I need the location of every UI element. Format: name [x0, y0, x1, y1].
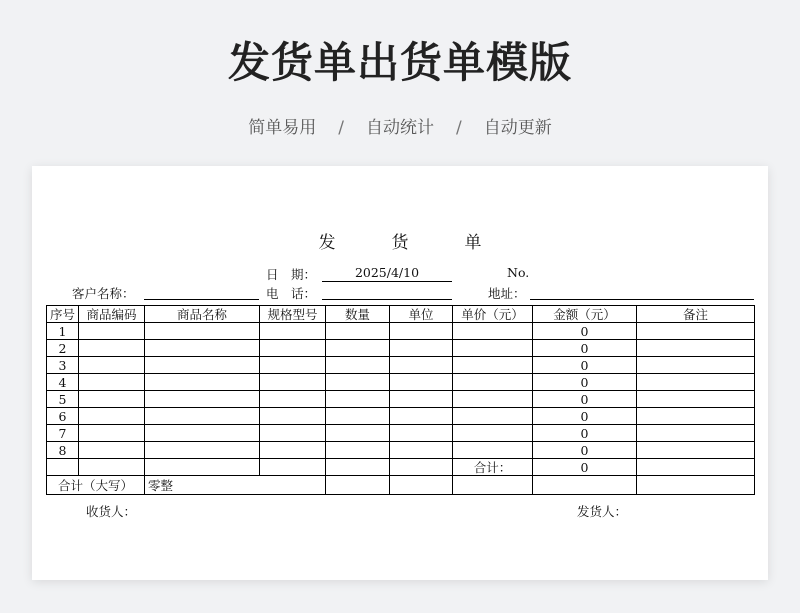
header-cell: 数量	[326, 306, 390, 323]
cell[interactable]	[390, 442, 453, 459]
cell	[390, 476, 453, 495]
cell[interactable]	[453, 357, 533, 374]
cell[interactable]	[79, 357, 145, 374]
cell[interactable]	[145, 340, 260, 357]
row-number: 4	[47, 374, 79, 391]
header-cell: 商品编码	[79, 306, 145, 323]
table-row	[47, 357, 755, 374]
subtotal-value: 0	[533, 459, 637, 476]
amount-cell: 0	[533, 442, 637, 459]
header-cell: 单位	[390, 306, 453, 323]
cell[interactable]	[260, 340, 326, 357]
address-label: 地址：	[488, 286, 526, 301]
cell	[47, 459, 79, 476]
goods-table	[46, 305, 755, 495]
table-row	[47, 425, 755, 442]
cell[interactable]	[260, 442, 326, 459]
cell	[326, 459, 390, 476]
table-row	[47, 340, 755, 357]
cell	[533, 476, 637, 495]
cell[interactable]	[390, 340, 453, 357]
cell[interactable]	[145, 323, 260, 340]
cell[interactable]	[390, 357, 453, 374]
cell[interactable]	[326, 340, 390, 357]
no-label: No.	[507, 265, 530, 280]
cell[interactable]	[637, 391, 755, 408]
amount-cell: 0	[533, 323, 637, 340]
amount-cell: 0	[533, 357, 637, 374]
cell[interactable]	[145, 408, 260, 425]
cell[interactable]	[637, 442, 755, 459]
cell[interactable]	[260, 408, 326, 425]
amount-cell: 0	[533, 391, 637, 408]
total-in-words-row	[47, 476, 755, 495]
table-row	[47, 374, 755, 391]
phone-label: 电 话：	[266, 286, 317, 301]
cell[interactable]	[637, 323, 755, 340]
customer-label: 客户名称：	[72, 286, 135, 301]
total-words-value: 零整	[145, 476, 326, 495]
cell[interactable]	[145, 391, 260, 408]
tag-auto-stats: 自动统计	[366, 118, 434, 138]
cell[interactable]	[79, 374, 145, 391]
cell[interactable]	[326, 374, 390, 391]
cell	[637, 476, 755, 495]
cell[interactable]	[453, 408, 533, 425]
cell[interactable]	[79, 425, 145, 442]
tag-easy: 简单易用	[248, 118, 317, 138]
table-row	[47, 391, 755, 408]
title-char: 货	[391, 233, 409, 253]
amount-cell: 0	[533, 408, 637, 425]
cell[interactable]	[453, 425, 533, 442]
cell[interactable]	[390, 425, 453, 442]
cell	[145, 459, 260, 476]
cell[interactable]	[637, 425, 755, 442]
phone-field[interactable]	[322, 299, 452, 300]
table-row	[47, 408, 755, 425]
cell[interactable]	[637, 408, 755, 425]
cell[interactable]	[260, 391, 326, 408]
cell	[453, 476, 533, 495]
table-row	[47, 442, 755, 459]
header-cell: 备注	[637, 306, 755, 323]
row-number: 7	[47, 425, 79, 442]
cell[interactable]	[260, 374, 326, 391]
header-cell: 规格型号	[260, 306, 326, 323]
cell	[260, 459, 326, 476]
cell[interactable]	[453, 391, 533, 408]
banner-title: 发货单出货单模版	[227, 38, 572, 87]
cell[interactable]	[79, 442, 145, 459]
cell[interactable]	[326, 408, 390, 425]
row-number: 3	[47, 357, 79, 374]
cell[interactable]	[326, 442, 390, 459]
cell[interactable]	[326, 357, 390, 374]
cell[interactable]	[637, 357, 755, 374]
header-cell: 商品名称	[145, 306, 260, 323]
header-cell: 序号	[47, 306, 79, 323]
table-header-row	[47, 306, 755, 323]
header-cell: 金额（元）	[533, 306, 637, 323]
cell[interactable]	[453, 323, 533, 340]
total-words-label: 合计（大写）	[47, 476, 145, 495]
cell[interactable]	[326, 425, 390, 442]
cell[interactable]	[326, 391, 390, 408]
row-number: 5	[47, 391, 79, 408]
subtotal-label: 合计：	[453, 459, 533, 476]
cell[interactable]	[260, 357, 326, 374]
receiver-label: 收货人：	[86, 504, 137, 519]
cell[interactable]	[79, 323, 145, 340]
date-label: 日 期：	[266, 267, 317, 282]
cell[interactable]	[390, 391, 453, 408]
cell[interactable]	[79, 391, 145, 408]
cell	[390, 459, 453, 476]
amount-cell: 0	[533, 425, 637, 442]
sender-label: 发货人：	[577, 504, 628, 519]
tag-separator: /	[456, 118, 462, 138]
date-underline	[322, 281, 452, 282]
row-number: 8	[47, 442, 79, 459]
delivery-note-sheet	[32, 166, 768, 580]
cell	[637, 459, 755, 476]
cell[interactable]	[145, 357, 260, 374]
cell[interactable]	[453, 442, 533, 459]
cell[interactable]	[79, 340, 145, 357]
cell[interactable]	[145, 425, 260, 442]
tagline	[0, 113, 800, 138]
cell[interactable]	[326, 323, 390, 340]
cell[interactable]	[390, 374, 453, 391]
cell[interactable]	[637, 374, 755, 391]
amount-cell: 0	[533, 374, 637, 391]
cell[interactable]	[260, 425, 326, 442]
table-row	[47, 323, 755, 340]
cell[interactable]	[453, 374, 533, 391]
cell[interactable]	[390, 323, 453, 340]
cell[interactable]	[260, 323, 326, 340]
row-number: 6	[47, 408, 79, 425]
customer-field[interactable]	[144, 299, 259, 300]
cell[interactable]	[637, 340, 755, 357]
tag-auto-update: 自动更新	[483, 118, 552, 138]
cell[interactable]	[453, 340, 533, 357]
row-number: 2	[47, 340, 79, 357]
cell[interactable]	[79, 408, 145, 425]
cell	[326, 476, 390, 495]
row-number: 1	[47, 323, 79, 340]
tag-separator: /	[338, 118, 344, 138]
header-cell: 单价（元）	[453, 306, 533, 323]
date-value[interactable]: 2025/4/10	[354, 265, 420, 280]
title-char: 单	[464, 233, 482, 253]
address-field[interactable]	[530, 299, 754, 300]
title-char: 发	[318, 233, 336, 253]
amount-cell: 0	[533, 340, 637, 357]
cell[interactable]	[145, 442, 260, 459]
document-title	[32, 228, 768, 253]
cell[interactable]	[390, 408, 453, 425]
cell[interactable]	[145, 374, 260, 391]
subtotal-row	[47, 459, 755, 476]
cell	[79, 459, 145, 476]
